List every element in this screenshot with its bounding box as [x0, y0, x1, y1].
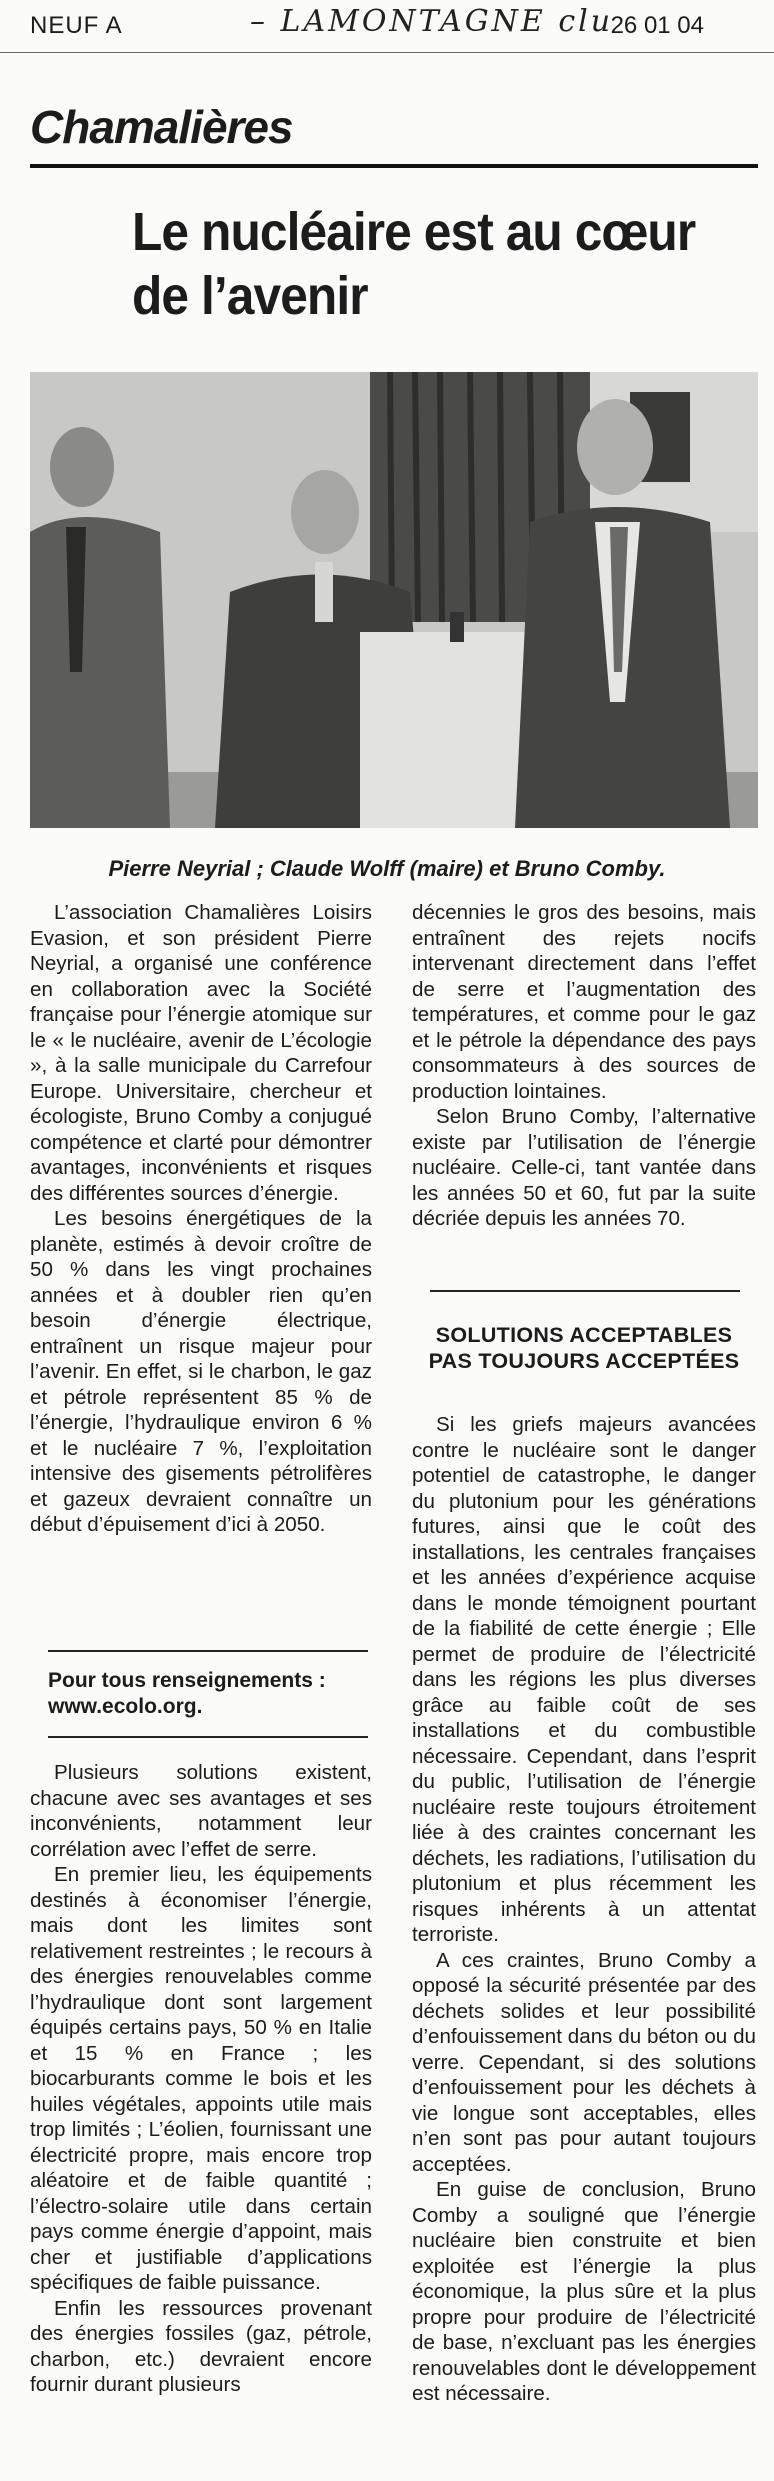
left-column-lower [30, 1760, 372, 2398]
separator-rule [430, 1290, 740, 1292]
paragraph: décennies le gros des besoins, mais entraînent des rejets nocifs intervenant directement dans l’effet de serre et l’augmentation des températures, et comme pour le gaz et le pétrole la dépendance des pays consommateurs à des sources de production lointaines. [412, 901, 756, 1103]
handwritten-note: – LAMONTAGNE clu [250, 4, 614, 39]
paragraph: Plusieurs solutions existent, chacune avec ses avantages et ses inconvénients, notamment leur corrélation avec l’effet de serre. [30, 1761, 372, 1861]
paragraph: Enfin les ressources provenant des énergies fossiles (gaz, pétrole, charbon, etc.) devraient encore fournir durant plusieurs [30, 2296, 372, 2396]
section-rule [30, 164, 758, 168]
source-label: NEUF A [30, 12, 123, 39]
article-title: Le nucléaire est au cœur de l’avenir [132, 202, 696, 326]
right-column-lower [412, 1412, 756, 2407]
left-column [30, 900, 372, 1538]
info-box: Pour tous renseignements : www.ecolo.org. [48, 1669, 326, 1718]
paragraph: L’association Chamalières Loisirs Evasion, et son président Pierre Neyrial, a organisé une conférence en collaboration avec la Société française pour l’énergie atomique sur le « le nucléaire, avenir de L’écologie », à la salle municipale du Carrefour Europe. Universitaire, chercheur et écologiste, Bruno Comby a conjugué compétence et clarté pour démontrer avantages, inconvénients et risques des différentes sources d’énergie. [30, 901, 372, 1205]
date-stamp: 26 01 04 [610, 12, 704, 39]
paragraph: En guise de conclusion, Bruno Comby a souligné que l’énergie nucléaire bien construite et bien exploitée est l’énergie la plus économique, la plus sûre et la plus propre pour produire de l’électricité de base, n’excluant pas les énergies renouvelables dont le développement est nécessaire. [412, 2178, 756, 2405]
article-photo [30, 372, 758, 828]
subheading: SOLUTIONS ACCEPTABLES PAS TOUJOURS ACCEPTÉES [428, 1323, 740, 1373]
paragraph: Selon Bruno Comby, l’alternative existe par l’utilisation de l’énergie nucléaire. Celle-ci, tant vantée dans les années 50 et 60, fut par la suite décriée depuis les années 70. [412, 1105, 756, 1230]
paragraph: En premier lieu, les équipements destinés à économiser l’énergie, mais dont les limites sont relativement restreintes ; le recours à des énergies renouvelables comme l’hydraulique dont sont largement équipés certains pays, 50 % en Italie et 15 % en France ; les biocarburants comme le bois et les huiles végétales, appoints utile mais trop limités ; L’éolien, fournissant une électricité propre, mais encore trop aléatoire et de faible quantité ; l’électro-solaire utile dans certain pays comme énergie d’appoint, mais cher et justifiable d’applications spécifiques de faible puissance. [30, 1863, 372, 2294]
section-heading: Chamalières [30, 101, 293, 153]
paragraph: A ces craintes, Bruno Comby a opposé la sécurité présentée par des déchets solides et leur possibilité d’enfouissement dans du béton ou du verre. Cependant, si des solutions d’enfouissement pour les déchets à vie longue sont acceptables, elles n’en sont pas pour autant toujours acceptées. [412, 1948, 756, 2176]
separator-rule [48, 1650, 368, 1652]
right-column [412, 900, 756, 1232]
header-rule [0, 52, 774, 53]
photo-three-men [30, 372, 758, 828]
clipping-header [30, 4, 754, 52]
paragraph: Si les griefs majeurs avancées contre le nucléaire sont le danger potentiel de catastrophe, le danger du plutonium pour les générations futures, ainsi que le coût des installations, les centrales françaises et les années d’expérience acquise dans le monde témoignent pourtant de la fiabilité de cette énergie ; Elle permet de produire de l’électricité dans les régions les plus diverses grâce au faible coût de ses installations et du combustible nécessaire. Cependant, dans l’esprit du public, l’utilisation de l’énergie nucléaire reste toujours étroitement liée à des craintes concernant les déchets, les radiations, l’utilisation du plutonium et plus récemment les risques inhérents à un attentat terroriste. [412, 1413, 756, 1946]
paragraph: Les besoins énergétiques de la planète, estimés à devoir croître de 50 % dans les vingt prochaines années et à doubler rien qu’en besoin d’énergie électrique, entraînent un risque majeur pour l’avenir. En effet, si le charbon, le gaz et pétrole représentent 85 % de l’énergie, l’hydraulique environ 6 % et le nucléaire 7 %, l’exploitation intensive des gisements pétrolifères et gazeux devraient connaître un début d’épuisement d’ici à 2050. [30, 1207, 372, 1536]
photo-caption: Pierre Neyrial ; Claude Wolff (maire) et Bruno Comby. [108, 856, 666, 881]
separator-rule [48, 1736, 368, 1738]
